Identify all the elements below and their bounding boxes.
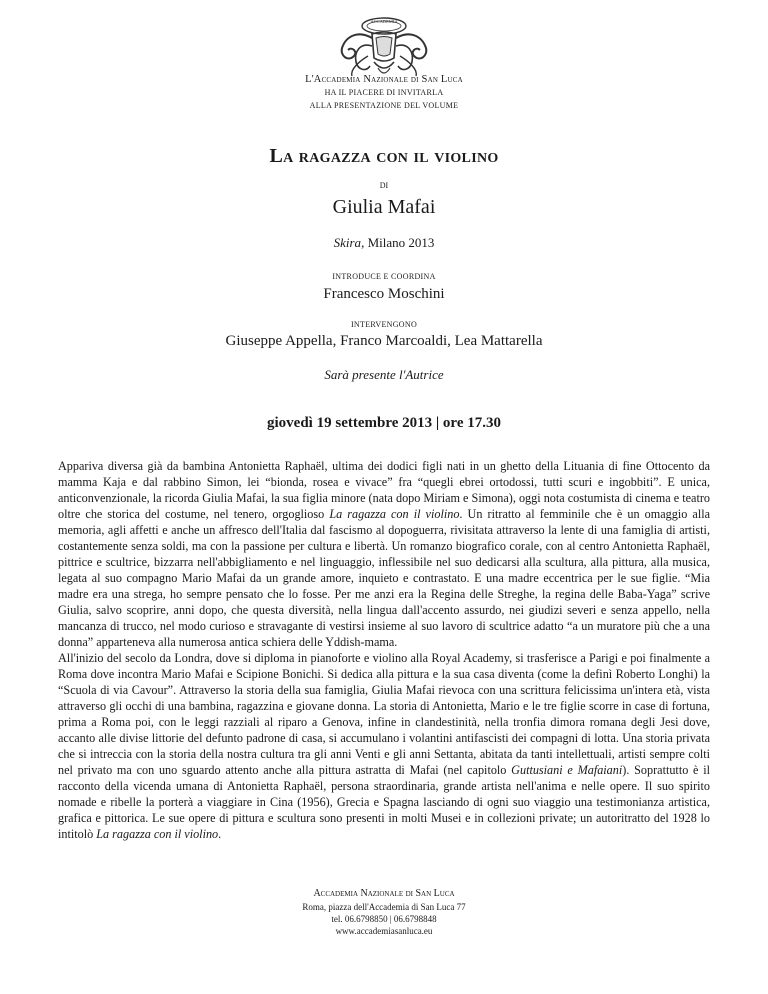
inviting-institution: L'Accademia Nazionale di San Luca xyxy=(305,74,463,85)
intro-name: Francesco Moschini xyxy=(323,286,445,302)
footer-name: Accademia Nazionale di San Luca xyxy=(313,888,455,899)
author-presence-note: Sarà presente l'Autrice xyxy=(324,367,444,382)
academy-emblem-icon xyxy=(328,12,440,82)
description-italic-title: La ragazza con il violino xyxy=(329,507,460,521)
description-paragraph-1 xyxy=(58,458,710,650)
publisher-place-year: , Milano 2013 xyxy=(361,235,435,250)
footer-address: Roma, piazza dell'Accademia di San Luca 77 xyxy=(302,902,466,912)
event-datetime: giovedì 19 settembre 2013 | ore 17.30 xyxy=(267,415,501,431)
description-text: Appariva diversa già da bambina Antonietta Raphaël, ultima dei dodici figli nati in un ghetto della Lituania di fine Ottocento da mamma Kaja e dal rabbino Simon, lei “bionda, rosea e vivace” fra “quegli ebrei ortodossi, tutti scuri e ingobbiti”. E unica, anticonvenzionale, la ricorda Giulia Mafai, la sua figlia minore (nata dopo Miriam e Simona), oggi nota costumista di cinema e teatro oltre che storica del costume, nel tenero, orgoglioso xyxy=(58,459,710,521)
book-author: Giulia Mafai xyxy=(332,196,436,218)
speakers-names: Giuseppe Appella, Franco Marcoaldi, Lea Mattarella xyxy=(225,333,543,349)
description-paragraph-2 xyxy=(58,650,710,842)
description-text: . xyxy=(218,827,222,841)
description-text: All'inizio del secolo da Londra, dove si diploma in pianoforte e violino alla Royal Academy, si trasferisce a Parigi e poi finalmente a Roma dove incontra Mario Mafai e Scipione Bonichi. Si dedica alla pittura e la sua casa diventa (come la definì Roberto Longhi) la “Scuola di via Cavour”. Attraverso la storia della sua famiglia, Giulia Mafai rievoca con una scrittura felicissima un'intera età, vista attraverso gli occhi di una bambina, ragazzina e giovane donna. La storia di Antonietta, Mario e le tre figlie scorre in case di fortuna, prima a Roma poi, con le leggi razziali al riparo a Genova, infine in clandestinità, nella tronfia dimora romana degli Jesi dove, accanto alle divise littorie del defunto padrone di casa, si accumulano i volantini antifascisti dei compagni di lotta. Una storia privata che si intreccia con la storia della nostra cultura tra gli anni Venti e gli anni Settanta, abitata da tanti intellettuali, artisti sempre colti nel privato ma con uno sguardo attento anche alla pittura astratta di Mafai (nel capitolo xyxy=(58,651,710,777)
presentation-line: ALLA PRESENTAZIONE DEL VOLUME xyxy=(309,101,459,110)
logo-text: ACCADEMIA xyxy=(370,19,398,24)
invitation-line: HA IL PIACERE DI INVITARLA xyxy=(324,88,444,97)
description-text: ). Soprattutto è il racconto della vicenda umana di Antonietta Raphaël, persona straordinaria, grande artista nell'anima e nelle opere. Il suo spirito nomade e ribelle la porterà a viaggiare in Cina (1956), Grecia e Spagna lasciando di ogni suo viaggio una testimonianza artistica, grafica e pittorica. Le sue opere di pittura e scultura sono presenti in molti Musei e in collezioni private; un autoritratto del 1928 lo intitolò xyxy=(58,763,711,841)
publisher-line xyxy=(0,235,768,251)
intro-label: INTRODUCE E COORDINA xyxy=(332,272,436,281)
by-label: DI xyxy=(379,181,389,190)
book-title: La ragazza con il violino xyxy=(269,145,499,167)
publisher-name: Skira xyxy=(333,235,362,250)
description-italic-chapter: Guttusiani e Mafaiani xyxy=(511,763,623,777)
footer-website[interactable]: www.accademiasanluca.eu xyxy=(335,926,433,936)
book-description xyxy=(58,458,710,842)
description-text: . Un ritratto al femminile che è un omaggio alla memoria, agli affetti e anche un affresco dell'Italia dal fascismo al dopoguerra, rivisitata attraverso la lente di una famiglia di artisti, costantemente senza soldi, ma con la passione per cultura e libertà. Un romanzo biografico corale, con al centro Antonietta Raphaël, pittrice e scultrice, bizzarra nell'abbigliamento e nel linguaggio, inflessibile nel suo dedicarsi alla scultura, alla pittura, alla musica, legata al suo compagno Mario Mafai da un grande amore, inquieto e contrastato. E una madre eccentrica per le sue figlie. “Mia madre era una strega, ho sempre pensato che lo fosse. Per me anzi era la Regina delle Streghe, la regina delle Baba-Yaga” scrive Giulia, salvo scoprire, anni dopo, che questa diversità, nella lingua dall'accento assurdo, nei giudizi severi e senza appello, nella mancanza di trucco, nel modo curioso e stravagante di vestirsi insieme al suo lavoro di scultrice adatto “a un muratore più che a una donna” apparteneva alla numerosa antica schiera delle Yddish-mama. xyxy=(58,507,711,649)
description-italic-title: La ragazza con il violino xyxy=(96,827,219,841)
footer-phone: tel. 06.6798850 | 06.6798848 xyxy=(331,914,437,924)
speakers-label: INTERVENGONO xyxy=(350,320,418,329)
